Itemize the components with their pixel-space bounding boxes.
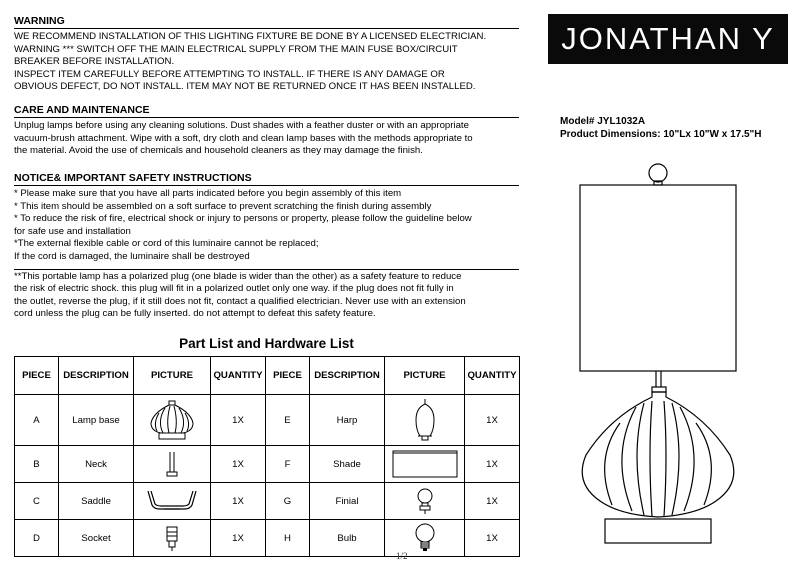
plug-line: the risk of electric shock. this plug will fit in a polarized outlet only one way. if the plug does not fit fully in (14, 283, 454, 295)
piece-cell: H (266, 520, 310, 557)
piece-cell: E (266, 395, 310, 446)
table-row (15, 395, 520, 446)
picture-cell (134, 520, 211, 557)
piece-cell: C (15, 483, 59, 520)
page-number: 1/2 (396, 551, 408, 561)
picture-cell (134, 395, 211, 446)
model-number: Model# JYL1032A (560, 116, 646, 127)
care-line: vacuum-brush attachment. Wipe with a soft, dry cloth and clean lamp bases with the methods appropriate to (14, 132, 473, 144)
notice-line: for safe use and installation (14, 225, 131, 237)
saddle-icon (144, 487, 200, 515)
table-row (15, 520, 520, 557)
warning-line: OBVIOUS DEFECT, DO NOT INSTALL. ITEM MAY NOT BE RETURNED ONCE IT HAS BEEN INSTALLED. (14, 81, 476, 93)
column-header: QUANTITY (211, 357, 266, 395)
notice-line: * This item should be assembled on a soft surface to prevent scratching the finish during assembly (14, 200, 432, 212)
column-header: QUANTITY (465, 357, 520, 395)
notice-section (14, 171, 519, 321)
parts-table (14, 356, 520, 557)
description-cell: Shade (310, 446, 385, 483)
plug-line: **This portable lamp has a polarized plug (one blade is wider than the other) as a safety feature to reduce (14, 270, 462, 282)
description-cell: Finial (310, 483, 385, 520)
picture-cell (134, 483, 211, 520)
description-cell: Lamp base (59, 395, 134, 446)
care-line: Unplug lamps before using any cleaning solutions. Dust shades with a feather duster or with an appropriate (14, 120, 469, 131)
table-row (15, 483, 520, 520)
column-header: PIECE (15, 357, 59, 395)
picture-cell (385, 395, 465, 446)
picture-cell (134, 446, 211, 483)
description-cell: Neck (59, 446, 134, 483)
column-header: DESCRIPTION (59, 357, 134, 395)
piece-cell: F (266, 446, 310, 483)
neck-icon (162, 450, 182, 478)
column-header: PICTURE (385, 357, 465, 395)
description-cell: Saddle (59, 483, 134, 520)
table-header-row (15, 357, 520, 395)
care-section (14, 103, 519, 158)
finial-icon (413, 486, 437, 516)
notice-line: * To reduce the risk of fire, electrical shock or injury to persons or property, please follow the guideline below (14, 213, 472, 225)
column-header: PIECE (266, 357, 310, 395)
quantity-cell: 1X (211, 395, 266, 446)
description-cell: Bulb (310, 520, 385, 557)
warning-line: WE RECOMMEND INSTALLATION OF THIS LIGHTING FIXTURE BE DONE BY A LICENSED ELECTRICIAN. (14, 31, 487, 42)
quantity-cell: 1X (211, 483, 266, 520)
plug-line: the outlet, reverse the plug, if it still does not fit, contact a qualified electrician. Never use with an extension (14, 295, 466, 307)
socket-icon (162, 524, 182, 552)
notice-line: *The external flexible cable or cord of this luminaire cannot be replaced; (14, 238, 319, 250)
picture-cell (385, 446, 465, 483)
plug-notice (14, 269, 519, 321)
quantity-cell: 1X (465, 483, 520, 520)
piece-cell: G (266, 483, 310, 520)
description-cell: Harp (310, 395, 385, 446)
care-line: the material. Avoid the use of chemicals and household cleaners as they may damage the finish. (14, 145, 423, 157)
column-header: PICTURE (134, 357, 211, 395)
lamp-base-icon (147, 399, 197, 441)
shade-icon (390, 448, 460, 480)
quantity-cell: 1X (211, 446, 266, 483)
harp-icon (410, 398, 440, 442)
description-cell: Socket (59, 520, 134, 557)
warning-heading: WARNING (14, 14, 519, 29)
notice-heading: NOTICE& IMPORTANT SAFETY INSTRUCTIONS (14, 171, 519, 186)
quantity-cell: 1X (465, 520, 520, 557)
warning-section (14, 14, 519, 94)
warning-line: WARNING *** SWITCH OFF THE MAIN ELECTRICAL SUPPLY FROM THE MAIN FUSE BOX/CIRCUIT (14, 43, 458, 55)
bulb-icon (412, 522, 438, 554)
plug-line: cord unless the plug can be fully inserted. do not attempt to defeat this safety feature. (14, 308, 376, 320)
picture-cell (385, 483, 465, 520)
table-row (15, 446, 520, 483)
parts-table-title: Part List and Hardware List (179, 336, 354, 351)
notice-line: * Please make sure that you have all parts indicated before you begin assembly of this item (14, 188, 402, 199)
product-dimensions: Product Dimensions: 10"Lx 10"W x 17.5"H (560, 129, 762, 140)
quantity-cell: 1X (465, 446, 520, 483)
piece-cell: D (15, 520, 59, 557)
piece-cell: A (15, 395, 59, 446)
care-heading: CARE AND MAINTENANCE (14, 103, 519, 118)
brand-logo: JONATHAN Y (548, 14, 788, 64)
piece-cell: B (15, 446, 59, 483)
notice-line: If the cord is damaged, the luminaire shall be destroyed (14, 250, 250, 262)
lamp-illustration (560, 155, 790, 550)
quantity-cell: 1X (465, 395, 520, 446)
column-header: DESCRIPTION (310, 357, 385, 395)
quantity-cell: 1X (211, 520, 266, 557)
warning-line: INSPECT ITEM CAREFULLY BEFORE ATTEMPTING TO INSTALL. IF THERE IS ANY DAMAGE OR (14, 68, 445, 80)
warning-line: BREAKER BEFORE INSTALLATION. (14, 56, 175, 68)
